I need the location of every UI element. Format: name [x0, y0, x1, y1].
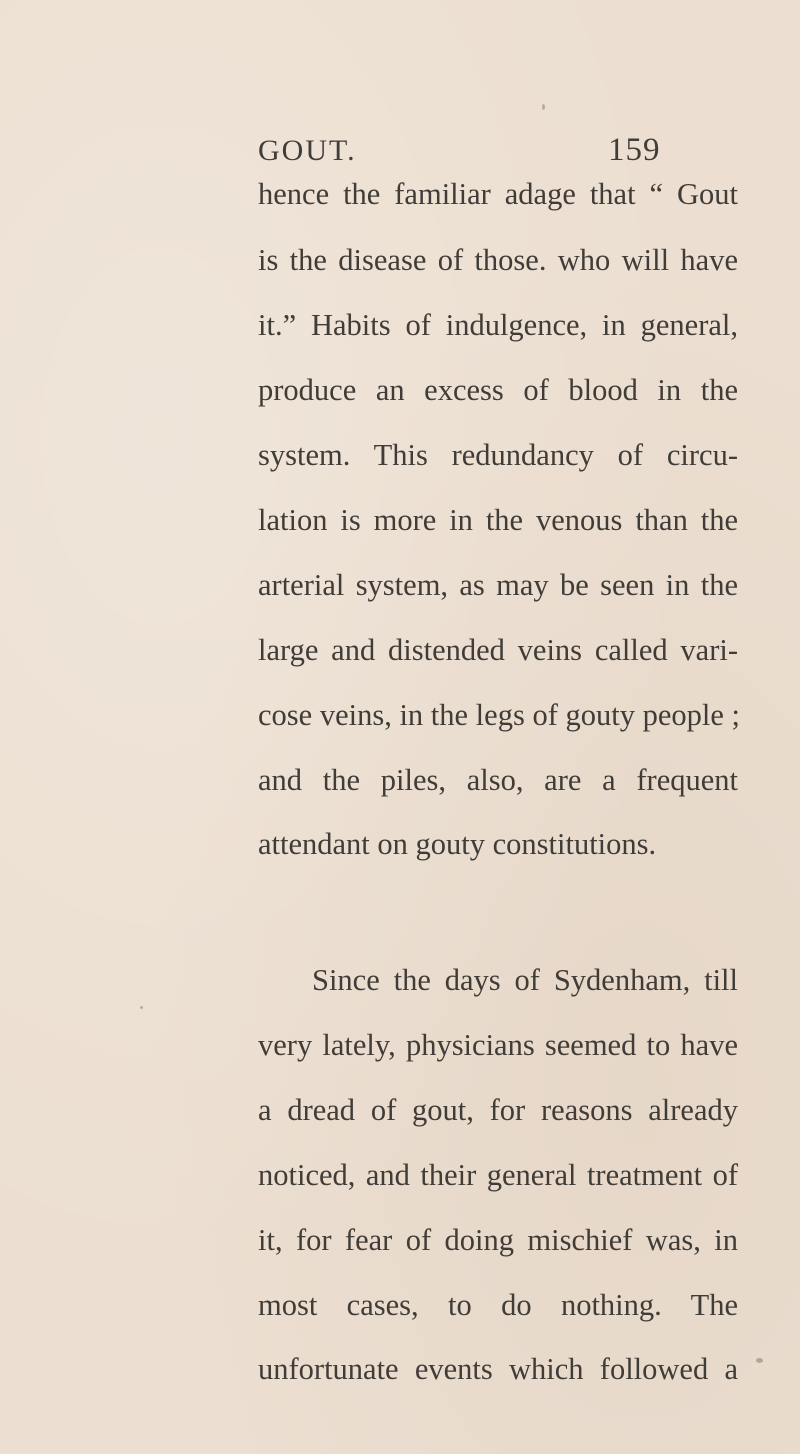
- paragraph-1-line-4: produce an excess of blood in the: [258, 373, 738, 407]
- paragraph-1-line-11: attendant on gouty constitutions.: [258, 827, 657, 861]
- paragraph-1-line-3: it.” Habits of indulgence, in general,: [258, 308, 738, 342]
- paragraph-1-line-9: cose veins, in the legs of gouty people ;: [258, 698, 740, 732]
- paper-speck: [756, 1358, 763, 1363]
- paragraph-2-line-3: a dread of gout, for reasons already: [258, 1093, 738, 1127]
- paragraph-1-line-7: arterial system, as may be seen in the: [258, 568, 738, 602]
- paragraph-2-line-4: noticed, and their general treatment of: [258, 1158, 738, 1192]
- paragraph-2-line-1: Since the days of Sydenham, till: [312, 963, 738, 997]
- running-head: GOUT.: [258, 134, 357, 167]
- paragraph-1-line-6: lation is more in the venous than the: [258, 503, 738, 537]
- paper-speck: [542, 104, 545, 110]
- paragraph-2-line-7: unfortunate events which followed a: [258, 1352, 738, 1386]
- page-number: 159: [608, 132, 661, 168]
- paragraph-1-line-5: system. This redundancy of circu-: [258, 438, 738, 472]
- paragraph-1-line-1: hence the familiar adage that “ Gout: [258, 177, 738, 211]
- paragraph-1-line-8: large and distended veins called vari-: [258, 633, 738, 667]
- paragraph-2-line-2: very lately, physicians seemed to have: [258, 1028, 738, 1062]
- paragraph-1-line-10: and the piles, also, are a frequent: [258, 763, 738, 797]
- paragraph-1-line-2: is the disease of those. who will have: [258, 243, 738, 277]
- paper-speck: [140, 1006, 143, 1009]
- paragraph-2-line-5: it, for fear of doing mischief was, in: [258, 1223, 738, 1257]
- paragraph-2-line-6: most cases, to do nothing. The: [258, 1288, 738, 1322]
